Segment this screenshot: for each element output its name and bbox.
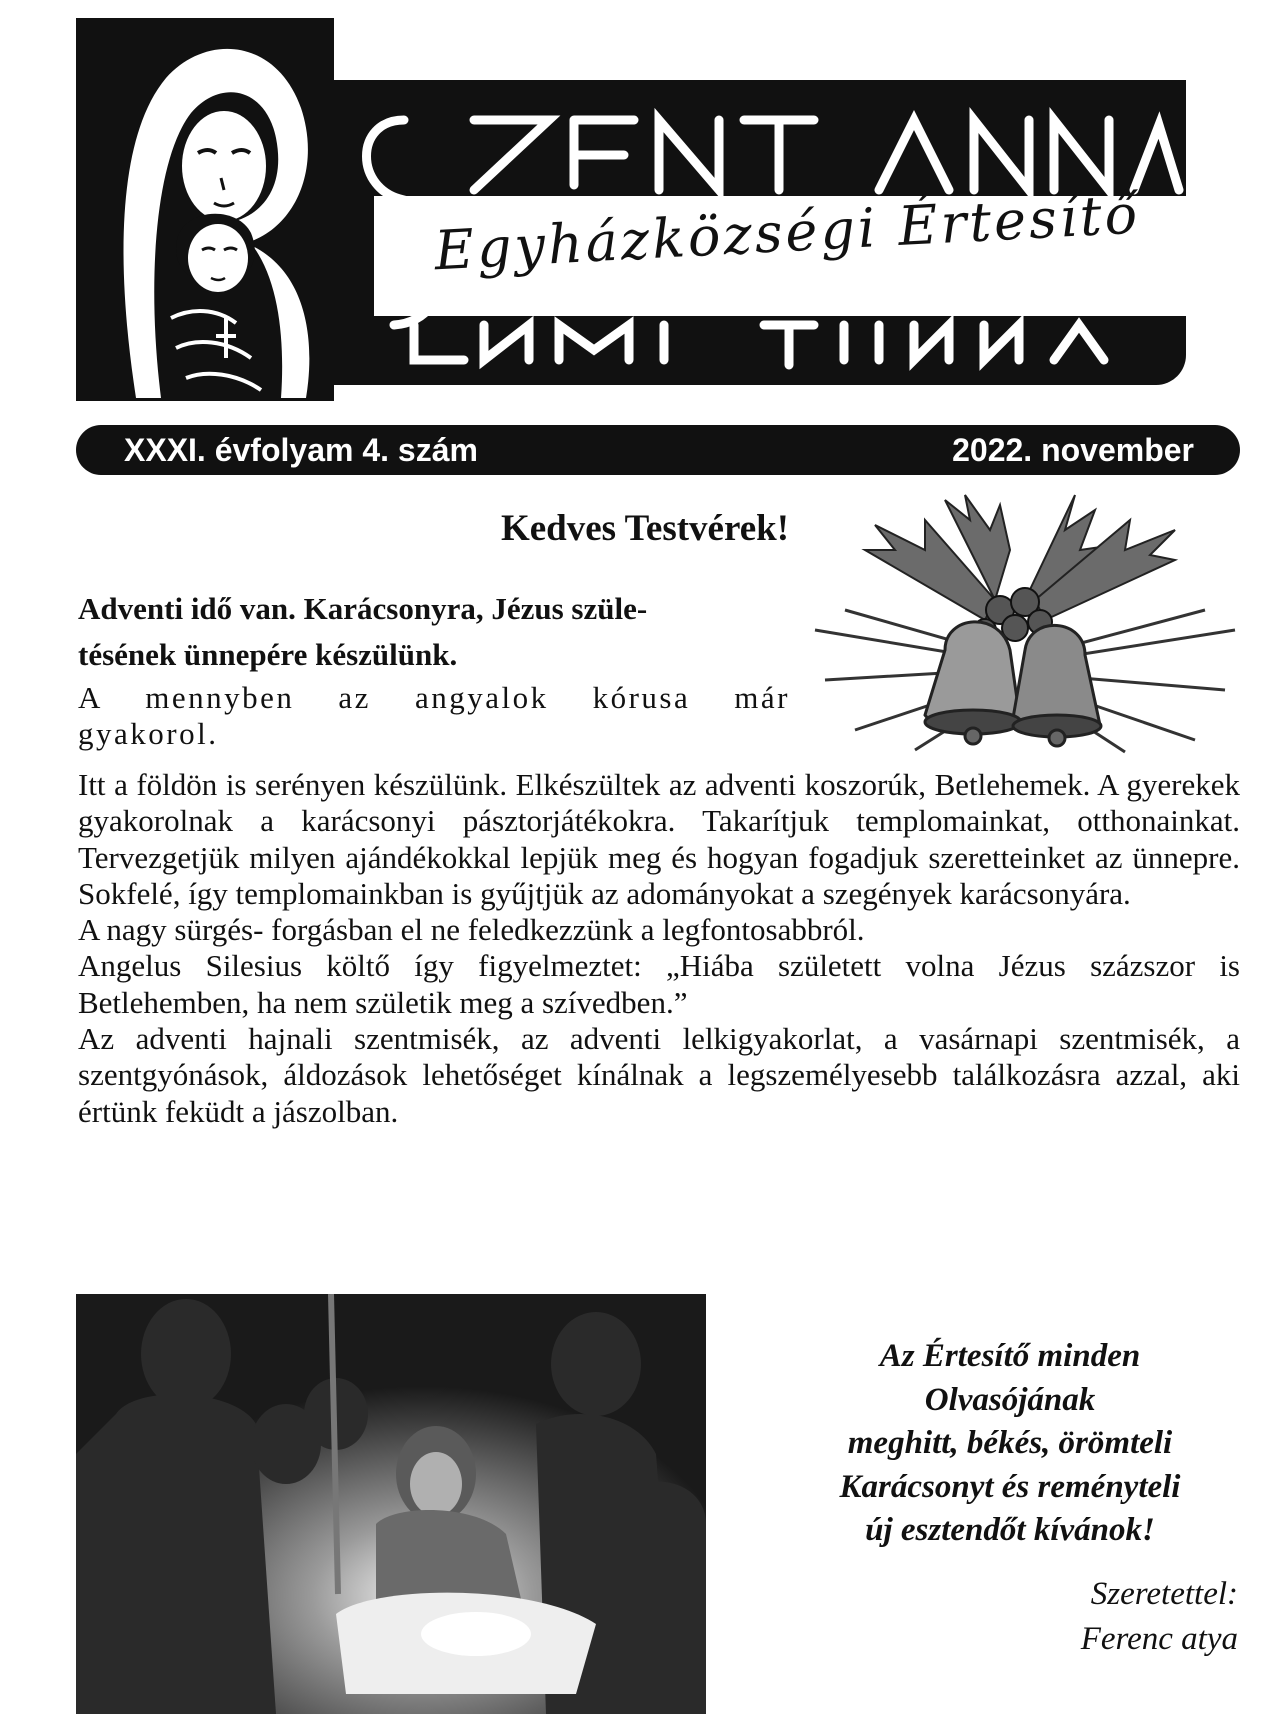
issue-date: 2022. november [952, 432, 1194, 468]
letter-body [78, 767, 1240, 1130]
issue-bar [76, 425, 1240, 475]
lead-paragraph [78, 586, 790, 678]
masthead-logo [76, 18, 334, 401]
paragraph-quote: Angelus Silesius költő így figyelmeztet: „Hiába született volna Jézus százszor is Betlehemben, ha nem születik meg a szívedben.” [78, 948, 1240, 1020]
nativity-photo [76, 1294, 706, 1714]
christmas-wish [790, 1335, 1230, 1553]
paragraph-preparations: Itt a földön is serényen készülünk. Elkészültek az adventi koszorúk, Betlehemek. A gyerekek gyakorolnak a karácsonyi pásztorjátékokra. Takarítjuk templomainkat, otthonainkat. Tervezgetjük milyen ajándékokkal lepjük meg és hogyan fogadjuk szeretteinket az ünnepre. Sokfelé, így templomainkban is gyűjtjük az adományokat a szegények karácsonyára. [78, 767, 1240, 911]
masthead [76, 18, 1186, 403]
wish-line: új esztendőt kívánok! [865, 1512, 1155, 1548]
madonna-and-child-illustration [76, 18, 334, 401]
signoff [1081, 1572, 1238, 1662]
signoff-salutation: Szeretettel: [1090, 1576, 1238, 1612]
lead-line: Adventi idő van. Karácsonyra, Jézus szüle- [78, 591, 648, 626]
paragraph-advent-masses: Az adventi hajnali szentmisék, az adventi lelkigyakorlat, a vasárnapi szentmisék, a szentgyónások, áldozások lehetőséget kínálnak a legszemélyesebb találkozásra azzal, aki értünk feküdt a jászolban. [78, 1021, 1240, 1129]
lead-line: tésének ünnepére készülünk. [78, 637, 458, 672]
greeting-heading: Kedves Testvérek! [500, 508, 790, 549]
wish-line: Az Értesítő minden [879, 1338, 1141, 1374]
signoff-author: Ferenc atya [1080, 1621, 1238, 1657]
wish-line: meghitt, békés, örömteli [847, 1425, 1173, 1461]
paragraph-reminder: A nagy sürgés- forgásban el ne feledkezzünk a legfontosabbról. [78, 912, 865, 948]
masthead-title-banner [334, 80, 1186, 385]
wish-line: Olvasójának [924, 1381, 1096, 1418]
masthead-subtitle: Egyházközségi Értesítő [432, 182, 1142, 283]
wish-line: Karácsonyt és reményteli [839, 1468, 1181, 1505]
issue-volume: XXXI. évfolyam 4. szám [124, 432, 478, 468]
nativity-scene-image [76, 1294, 706, 1714]
paragraph-angels: A mennyben az angyalok kórusa már gyakorol. [78, 680, 790, 751]
